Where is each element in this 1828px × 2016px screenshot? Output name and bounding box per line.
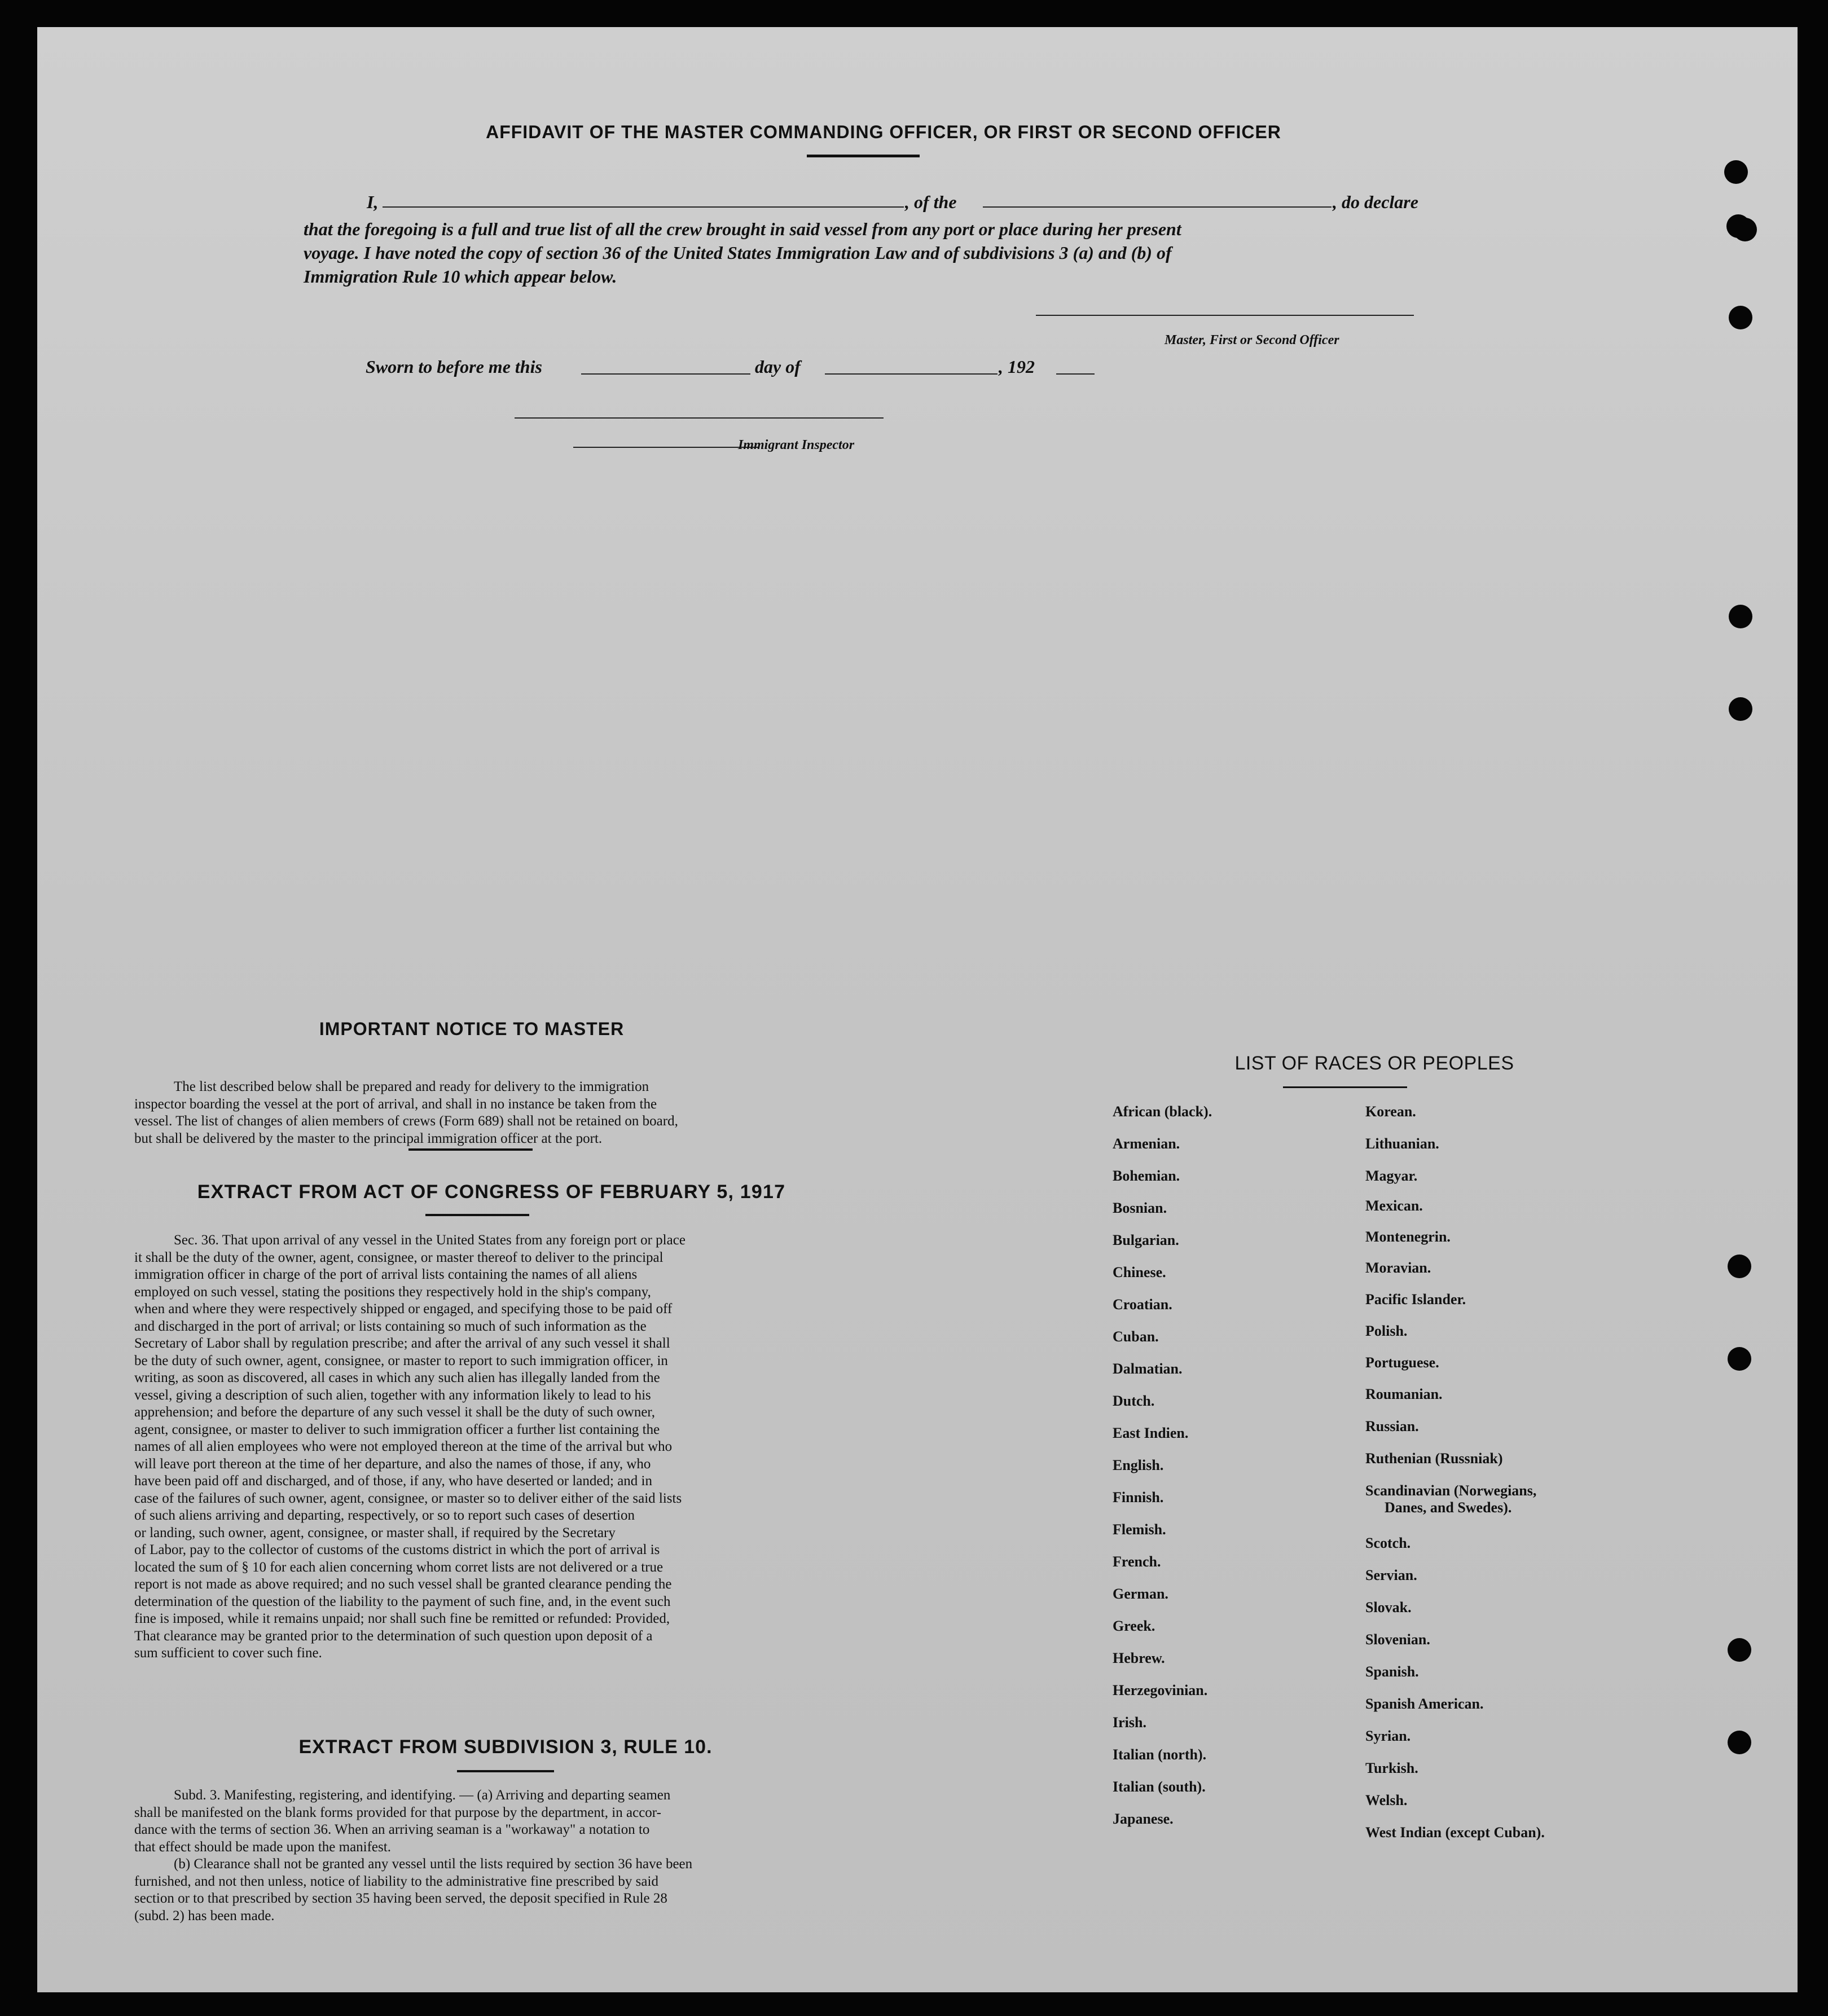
document-page (37, 27, 1798, 1992)
race-item: Welsh. (1365, 1792, 1408, 1808)
race-item: African (black). (1113, 1103, 1212, 1120)
act-line: case of the failures of such owner, agent, consignee, or master so to deliver either of the said lists (134, 1490, 682, 1506)
rule-underline (457, 1770, 554, 1772)
act-line: will leave port thereon at the time of her departure, and also the names of those, if any, who (134, 1456, 651, 1472)
race-item: Roumanian. (1365, 1386, 1443, 1402)
punch-hole (1728, 1638, 1751, 1662)
act-line: sum sufficient to cover such fine. (134, 1645, 322, 1661)
rule-title: EXTRACT FROM SUBDIVISION 3, RULE 10. (298, 1736, 713, 1758)
race-item: Hebrew. (1113, 1650, 1165, 1666)
race-item: Russian. (1365, 1418, 1419, 1434)
race-item: Ruthenian (Russniak) (1365, 1450, 1503, 1467)
act-underline (425, 1214, 529, 1216)
rule-line: shall be manifested on the blank forms provided for that purpose by the department, in accor- (134, 1804, 661, 1820)
notice-line: The list described below shall be prepared and ready for delivery to the immigration (174, 1079, 649, 1094)
master-signature-label: Master, First or Second Officer (1165, 333, 1339, 347)
notice-line: inspector boarding the vessel at the port of arrival, and shall in no instance be taken from the (134, 1096, 657, 1112)
race-item: Croatian. (1113, 1296, 1172, 1313)
affidavit-do-declare: , do declare (1333, 192, 1418, 212)
act-line: names of all alien employees who were not employed thereon at the time of the arrival but who (134, 1439, 673, 1454)
punch-hole (1724, 160, 1748, 184)
inspector-signature-line (515, 417, 884, 419)
act-line: immigration officer in charge of the port of arrival lists containing the names of all aliens (134, 1267, 638, 1282)
act-line: of Labor, pay to the collector of customs of the customs district in which the port of arrival is (134, 1542, 660, 1557)
race-item: Chinese. (1113, 1264, 1166, 1280)
race-item: Portuguese. (1365, 1354, 1439, 1371)
affidavit-title: AFFIDAVIT OF THE MASTER COMMANDING OFFICER, OR FIRST OR SECOND OFFICER (486, 122, 1281, 142)
act-line: and discharged in the port of arrival; or lists containing so much of such information as the (134, 1318, 647, 1334)
rule-line: Subd. 3. Manifesting, registering, and identifying. — (a) Arriving and departing seamen (174, 1788, 671, 1803)
race-item: English. (1113, 1457, 1164, 1473)
punch-hole (1728, 1347, 1751, 1371)
race-item: Bohemian. (1113, 1168, 1180, 1184)
act-line: agent, consignee, or master to deliver to such immigration officer a further list containing the (134, 1421, 660, 1437)
race-item: Lithuanian. (1365, 1135, 1439, 1152)
punch-hole (1733, 218, 1757, 241)
act-body (134, 1232, 849, 1662)
race-item: Italian (south). (1113, 1779, 1206, 1795)
race-item: Turkish. (1365, 1760, 1418, 1776)
rule-line: dance with the terms of section 36. When an arriving seaman is a "workaway" a notation to (134, 1822, 650, 1837)
race-item: Scandinavian (Norwegians, (1365, 1482, 1537, 1499)
act-line: vessel, giving a description of such alien, together with any information likely to lead to his (134, 1387, 651, 1403)
inspector-short-line (573, 447, 759, 448)
race-item: Montenegrin. (1365, 1229, 1451, 1245)
punch-hole (1728, 1255, 1751, 1278)
race-item: Finnish. (1113, 1489, 1164, 1506)
race-item: Herzegovinian. (1113, 1682, 1208, 1698)
race-item: Mexican. (1365, 1198, 1423, 1214)
act-line: apprehension; and before the departure of any such vessel it shall be the duty of such owner, (134, 1405, 656, 1420)
rule-line: (b) Clearance shall not be granted any vessel until the lists required by section 36 have been (174, 1856, 693, 1872)
race-item: Bosnian. (1113, 1200, 1167, 1216)
race-item: French. (1113, 1553, 1161, 1570)
affidavit-of-the: , of the (905, 192, 957, 212)
race-item: Bulgarian. (1113, 1232, 1179, 1248)
master-signature-line (1036, 315, 1414, 316)
act-title: EXTRACT FROM ACT OF CONGRESS OF FEBRUARY 5, 1917 (197, 1181, 786, 1203)
act-line: determination of the question of the liability to the payment of such fine, and, in the event such (134, 1594, 671, 1609)
act-line: employed on such vessel, stating the positions they respectively hold in the ship's company, (134, 1284, 651, 1300)
race-item: West Indian (except Cuban). (1365, 1824, 1545, 1841)
race-item: Polish. (1365, 1323, 1408, 1339)
act-line: writing, as soon as discovered, all cases in which any such alien has illegally landed from the (134, 1370, 660, 1385)
notice-line: but shall be delivered by the master to the principal immigration officer at the port. (134, 1130, 603, 1146)
race-item: Spanish. (1365, 1663, 1419, 1680)
race-item: Flemish. (1113, 1521, 1166, 1538)
affidavit-line-1: that the foregoing is a full and true list of all the crew brought in said vessel from any port or place during her present (304, 219, 1181, 239)
sworn-month-blank (825, 373, 998, 375)
act-line: located the sum of § 10 for each alien concerning whom corret lists are not delivered or a true (134, 1559, 663, 1575)
race-item: Spanish American. (1365, 1696, 1484, 1712)
race-item: Servian. (1365, 1567, 1417, 1583)
act-line: have been paid off and discharged, and of those, if any, who have deserted or landed; and in (134, 1473, 652, 1489)
act-line: be the duty of such owner, agent, consignee, or master to report to such immigration officer, in (134, 1353, 668, 1368)
race-item: Slovenian. (1365, 1631, 1430, 1648)
sworn-label: Sworn to before me this (366, 356, 542, 377)
race-item: Dalmatian. (1113, 1361, 1183, 1377)
races-underline (1283, 1086, 1407, 1088)
affidavit-line-2: voyage. I have noted the copy of section 36 of the United States Immigration Law and of subdivisions 3 (a) and (b) of (304, 243, 1172, 263)
punch-hole (1729, 306, 1752, 329)
race-item: Slovak. (1365, 1599, 1412, 1616)
race-item: Italian (north). (1113, 1746, 1207, 1763)
race-item: Syrian. (1365, 1728, 1411, 1744)
notice-title: IMPORTANT NOTICE TO MASTER (319, 1019, 625, 1039)
race-item: German. (1113, 1586, 1168, 1602)
race-item: East Indien. (1113, 1425, 1189, 1441)
notice-body (134, 1079, 849, 1147)
affidavit-line-3: Immigration Rule 10 which appear below. (304, 266, 617, 287)
race-item: Korean. (1365, 1103, 1416, 1120)
race-item: Armenian. (1113, 1135, 1180, 1152)
act-line: Sec. 36. That upon arrival of any vessel in the United States from any foreign port or place (174, 1233, 686, 1248)
race-item: Dutch. (1113, 1393, 1155, 1409)
name-blank (383, 206, 904, 208)
race-item: Moravian. (1365, 1260, 1431, 1276)
act-line: report is not made as above required; and no such vessel shall be granted clearance pending the (134, 1577, 672, 1592)
punch-hole (1729, 697, 1752, 721)
notice-line: vessel. The list of changes of alien members of crews (Form 689) shall not be retained on board, (134, 1113, 678, 1129)
race-item: Danes, and Swedes). (1385, 1499, 1512, 1516)
sworn-day-blank (581, 373, 750, 375)
act-line: of such aliens arriving and departing, respectively, or so to report such cases of desertion (134, 1508, 635, 1523)
race-item: Irish. (1113, 1714, 1146, 1731)
rule-body (134, 1787, 849, 1925)
rule-line: furnished, and not then unless, notice of liability to the administrative fine prescribed by said (134, 1873, 658, 1889)
rule-line: that effect should be made upon the manifest. (134, 1839, 391, 1855)
act-line: fine is imposed, while it remains unpaid; nor shall such fine be remitted or refunded: Provided, (134, 1611, 670, 1626)
race-item: Cuban. (1113, 1328, 1159, 1345)
rule-line: section or to that prescribed by section 35 having been served, the deposit specified in Rule 28 (134, 1891, 667, 1906)
inspector-label: Immigrant Inspector (738, 438, 855, 452)
year-label: , 192 (999, 356, 1035, 377)
races-title: LIST OF RACES OR PEOPLES (1234, 1053, 1514, 1074)
punch-hole (1729, 605, 1752, 628)
punch-hole (1728, 1731, 1751, 1754)
race-item: Japanese. (1113, 1811, 1174, 1827)
notice-underline (408, 1148, 533, 1151)
day-of-label: day of (755, 356, 801, 377)
title-underline (807, 155, 920, 157)
race-item: Greek. (1113, 1618, 1155, 1634)
vessel-blank (983, 206, 1332, 208)
act-line: That clearance may be granted prior to the determination of such question upon deposit of a (134, 1628, 653, 1644)
act-line: when and where they were respectively shipped or engaged, and specifying those to be paid off (134, 1301, 673, 1317)
act-line: or landing, such owner, agent, consignee, or master shall, if required by the Secretary (134, 1525, 616, 1540)
affidavit-i-label: I, (367, 192, 379, 212)
act-line: Secretary of Labor shall by regulation prescribe; and after the arrival of any such vessel it shall (134, 1336, 670, 1351)
year-blank (1056, 373, 1095, 375)
act-line: it shall be the duty of the owner, agent, consignee, or master thereof to deliver to the principal (134, 1249, 663, 1265)
race-item: Pacific Islander. (1365, 1291, 1466, 1308)
rule-line: (subd. 2) has been made. (134, 1908, 275, 1923)
race-item: Scotch. (1365, 1535, 1411, 1551)
race-item: Magyar. (1365, 1168, 1418, 1184)
